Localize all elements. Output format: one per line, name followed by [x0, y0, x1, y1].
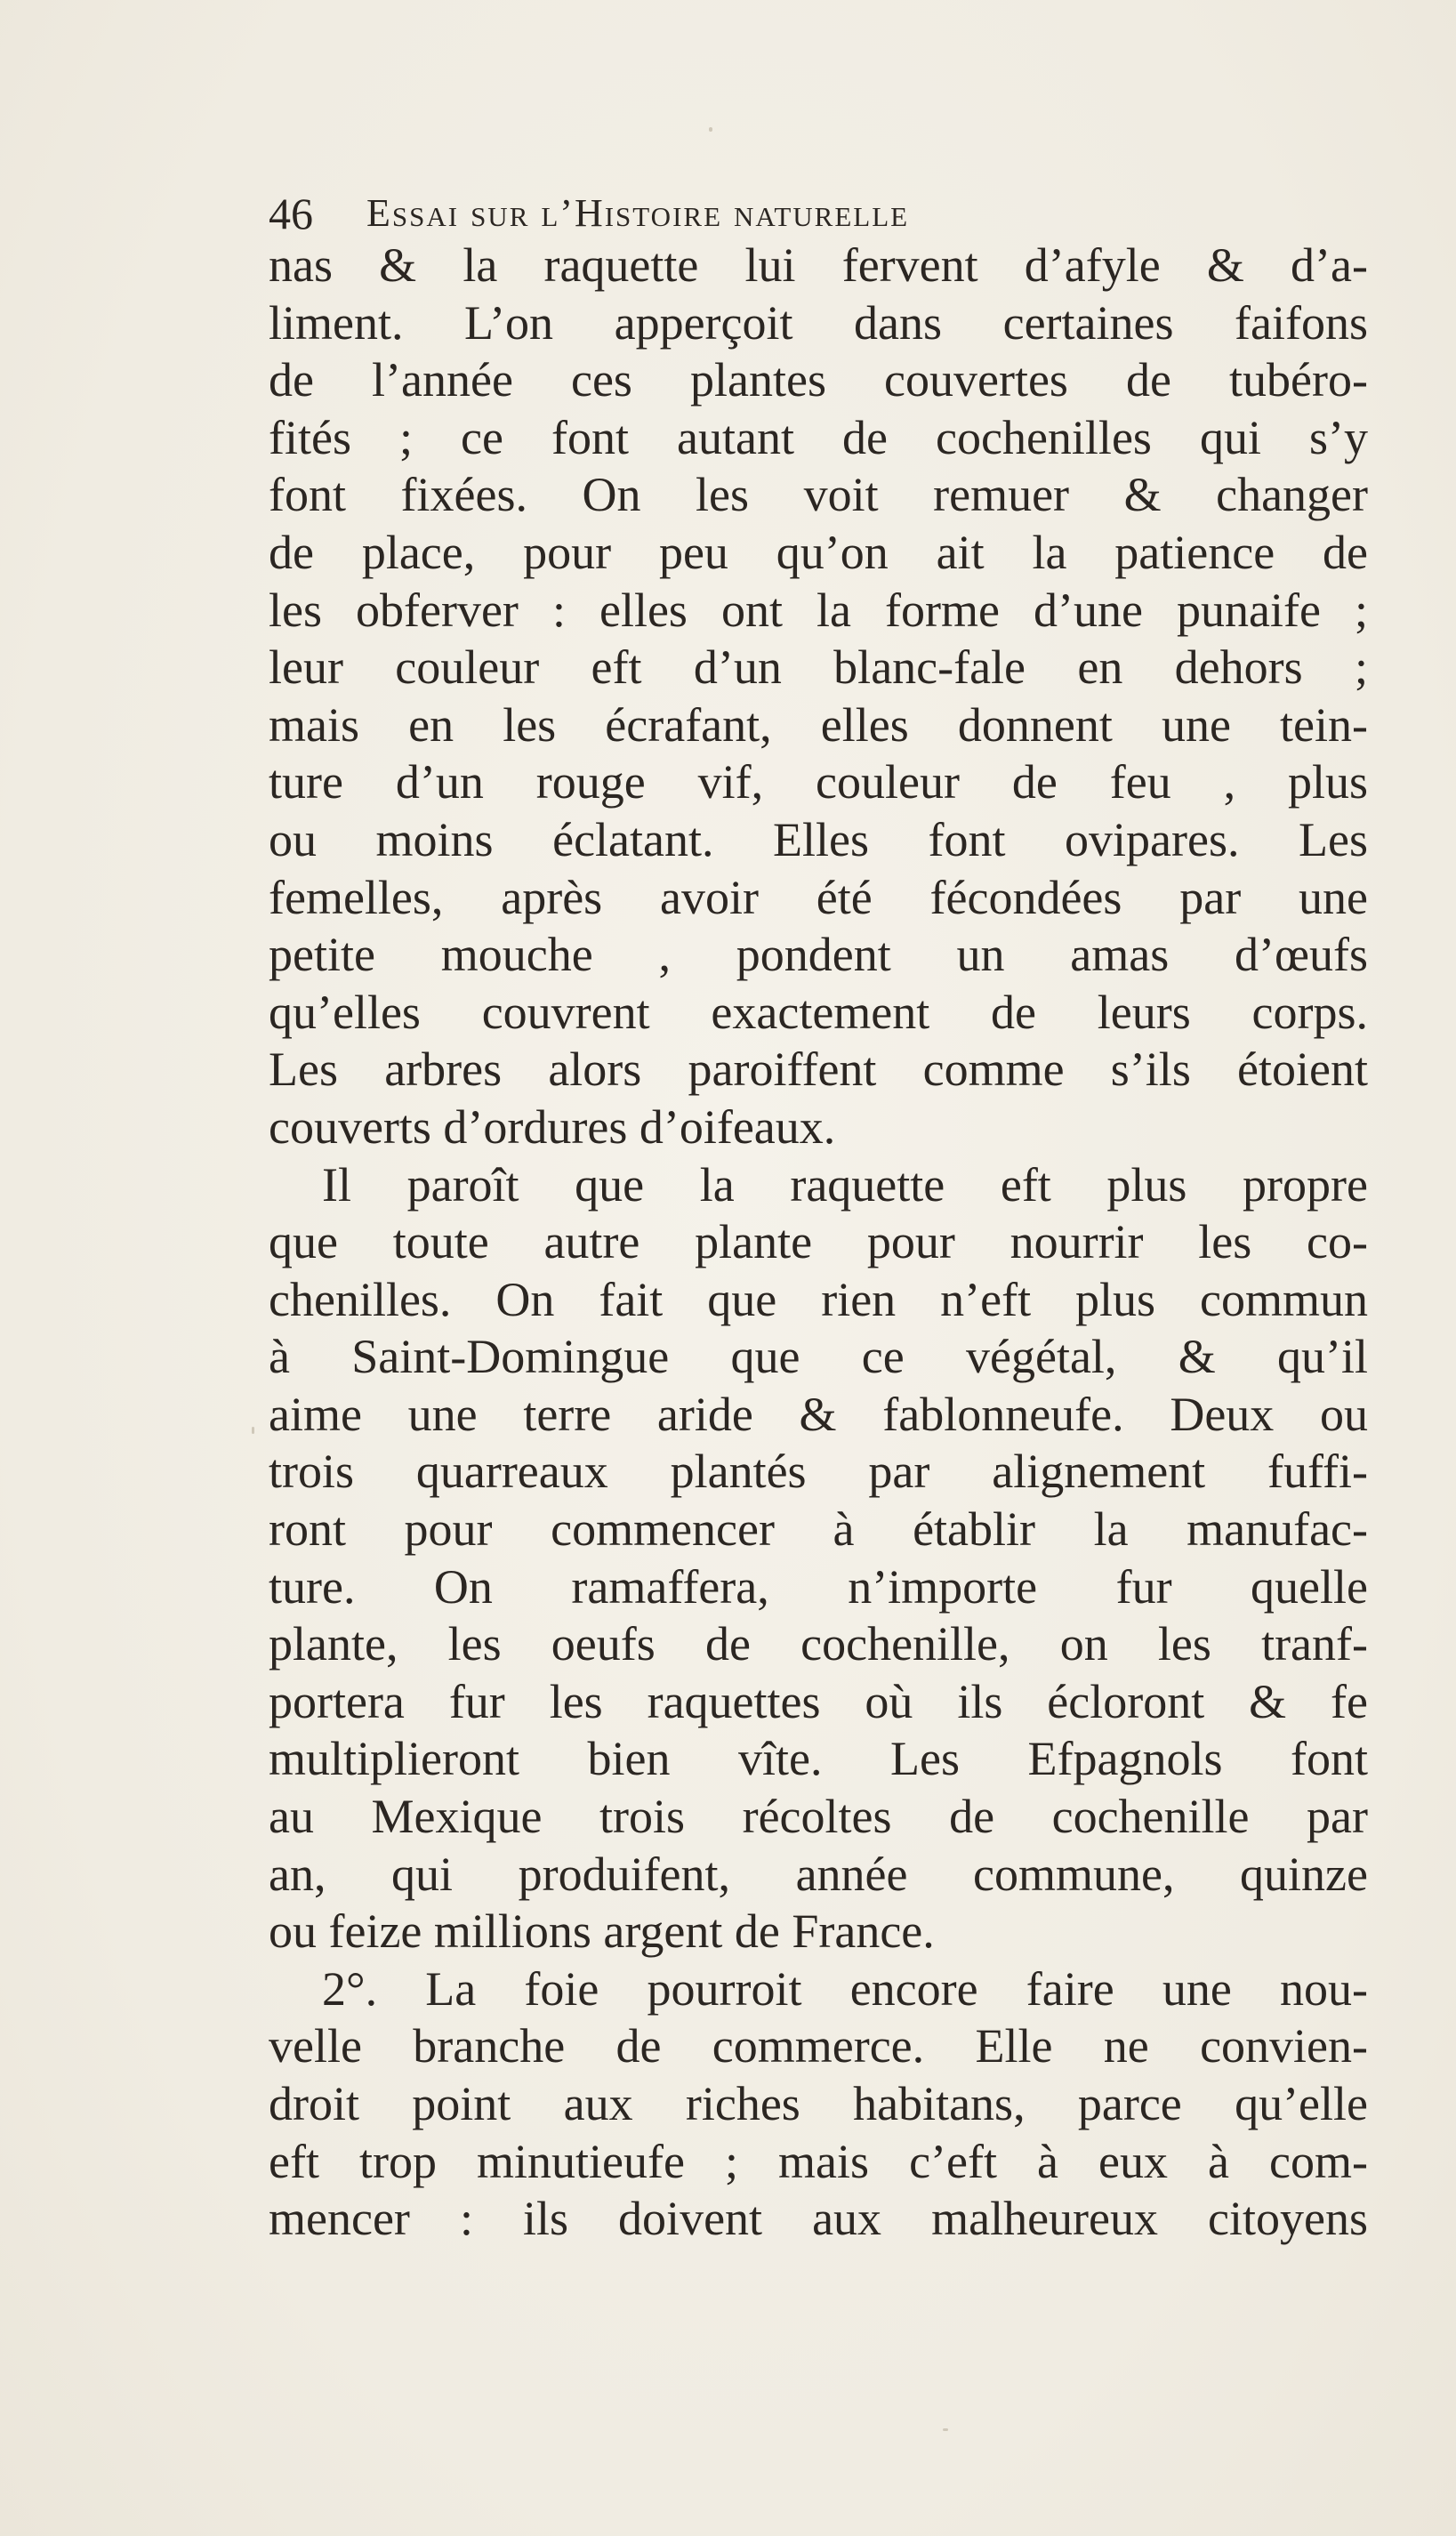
text-line: de place, pour peu qu’on ait la patience de: [269, 525, 1368, 579]
body-text: [269, 237, 1368, 2248]
text-line: ture d’un rouge vif, couleur de feu , plus: [269, 755, 1368, 809]
paragraph-end-line: ou feize millions argent de France.: [269, 1904, 935, 1959]
text-line: velle branche de commerce. Elle ne convien-: [269, 2019, 1368, 2073]
paragraph-end-line: couverts d’ordures d’oifeaux.: [269, 1099, 836, 1154]
text-line: liment. L’on apperçoit dans certaines faifons: [269, 295, 1368, 350]
text-line: leur couleur eft d’un blanc-fale en dehors ;: [269, 640, 1368, 695]
text-line: portera fur les raquettes où ils écloront & fe: [269, 1674, 1368, 1728]
text-line: plante, les oeufs de cochenille, on les tranf-: [269, 1617, 1368, 1671]
paper-speck: [943, 2428, 948, 2431]
text-line: que toute autre plante pour nourrir les co-: [269, 1215, 1368, 1269]
text-line: de l’année ces plantes couvertes de tubéro-: [269, 353, 1368, 407]
text-line: ture. On ramaffera, n’importe fur quelle: [269, 1559, 1368, 1614]
text-line: nas & la raquette lui fervent d’afyle & d’a-: [269, 238, 1368, 292]
text-line: aime une terre aride & fablonneufe. Deux ou: [269, 1387, 1368, 1441]
paragraph-start-line: 2°. La foie pourroit encore faire une nou-: [322, 1961, 1368, 2016]
text-line: femelles, après avoir été fécondées par une: [269, 870, 1368, 924]
text-line: ront pour commencer à établir la manufac-: [269, 1502, 1368, 1557]
text-line: Les arbres alors paroiffent comme s’ils étoient: [269, 1043, 1368, 1097]
text-line: droit point aux riches habitans, parce qu’elle: [269, 2077, 1368, 2130]
text-line: multiplieront bien vîte. Les Efpagnols font: [269, 1732, 1368, 1786]
text-line: petite mouche , pondent un amas d’œufs: [269, 928, 1368, 982]
text-line: mencer : ils doivent aux malheureux citoyens: [269, 2192, 1368, 2246]
text-line: mais en les écrafant, elles donnent une tein-: [269, 697, 1368, 752]
paragraph-start-line: Il paroît que la raquette eft plus propre: [322, 1157, 1368, 1212]
text-line: au Mexique trois récoltes de cochenille par: [269, 1790, 1368, 1844]
text-line: font fixées. On les voit remuer & changer: [269, 468, 1368, 522]
text-line: chenilles. On fait que rien n’eft plus commun: [269, 1272, 1368, 1326]
text-line: qu’elles couvrent exactement de leurs corps.: [269, 985, 1368, 1039]
text-line: an, qui produifent, année commune, quinze: [269, 1847, 1368, 1901]
text-line: fités ; ce font autant de cochenilles qui s’y: [269, 410, 1368, 464]
text-line: à Saint-Domingue que ce végétal, & qu’il: [269, 1330, 1368, 1384]
page-number: 46: [269, 189, 313, 238]
page-header: [269, 187, 1372, 240]
running-head: Essai sur l’Histoire naturelle: [366, 191, 910, 235]
text-line: eft trop minutieufe ; mais c’eft à eux à com-: [269, 2134, 1368, 2188]
paper-speck: [709, 127, 712, 132]
text-line: les obferver : elles ont la forme d’une punaife ;: [269, 583, 1368, 637]
paper-speck: [252, 1427, 254, 1434]
text-line: trois quarreaux plantés par alignement fuffi-: [269, 1445, 1368, 1499]
text-line: ou moins éclatant. Elles font ovipares. Les: [269, 812, 1368, 866]
